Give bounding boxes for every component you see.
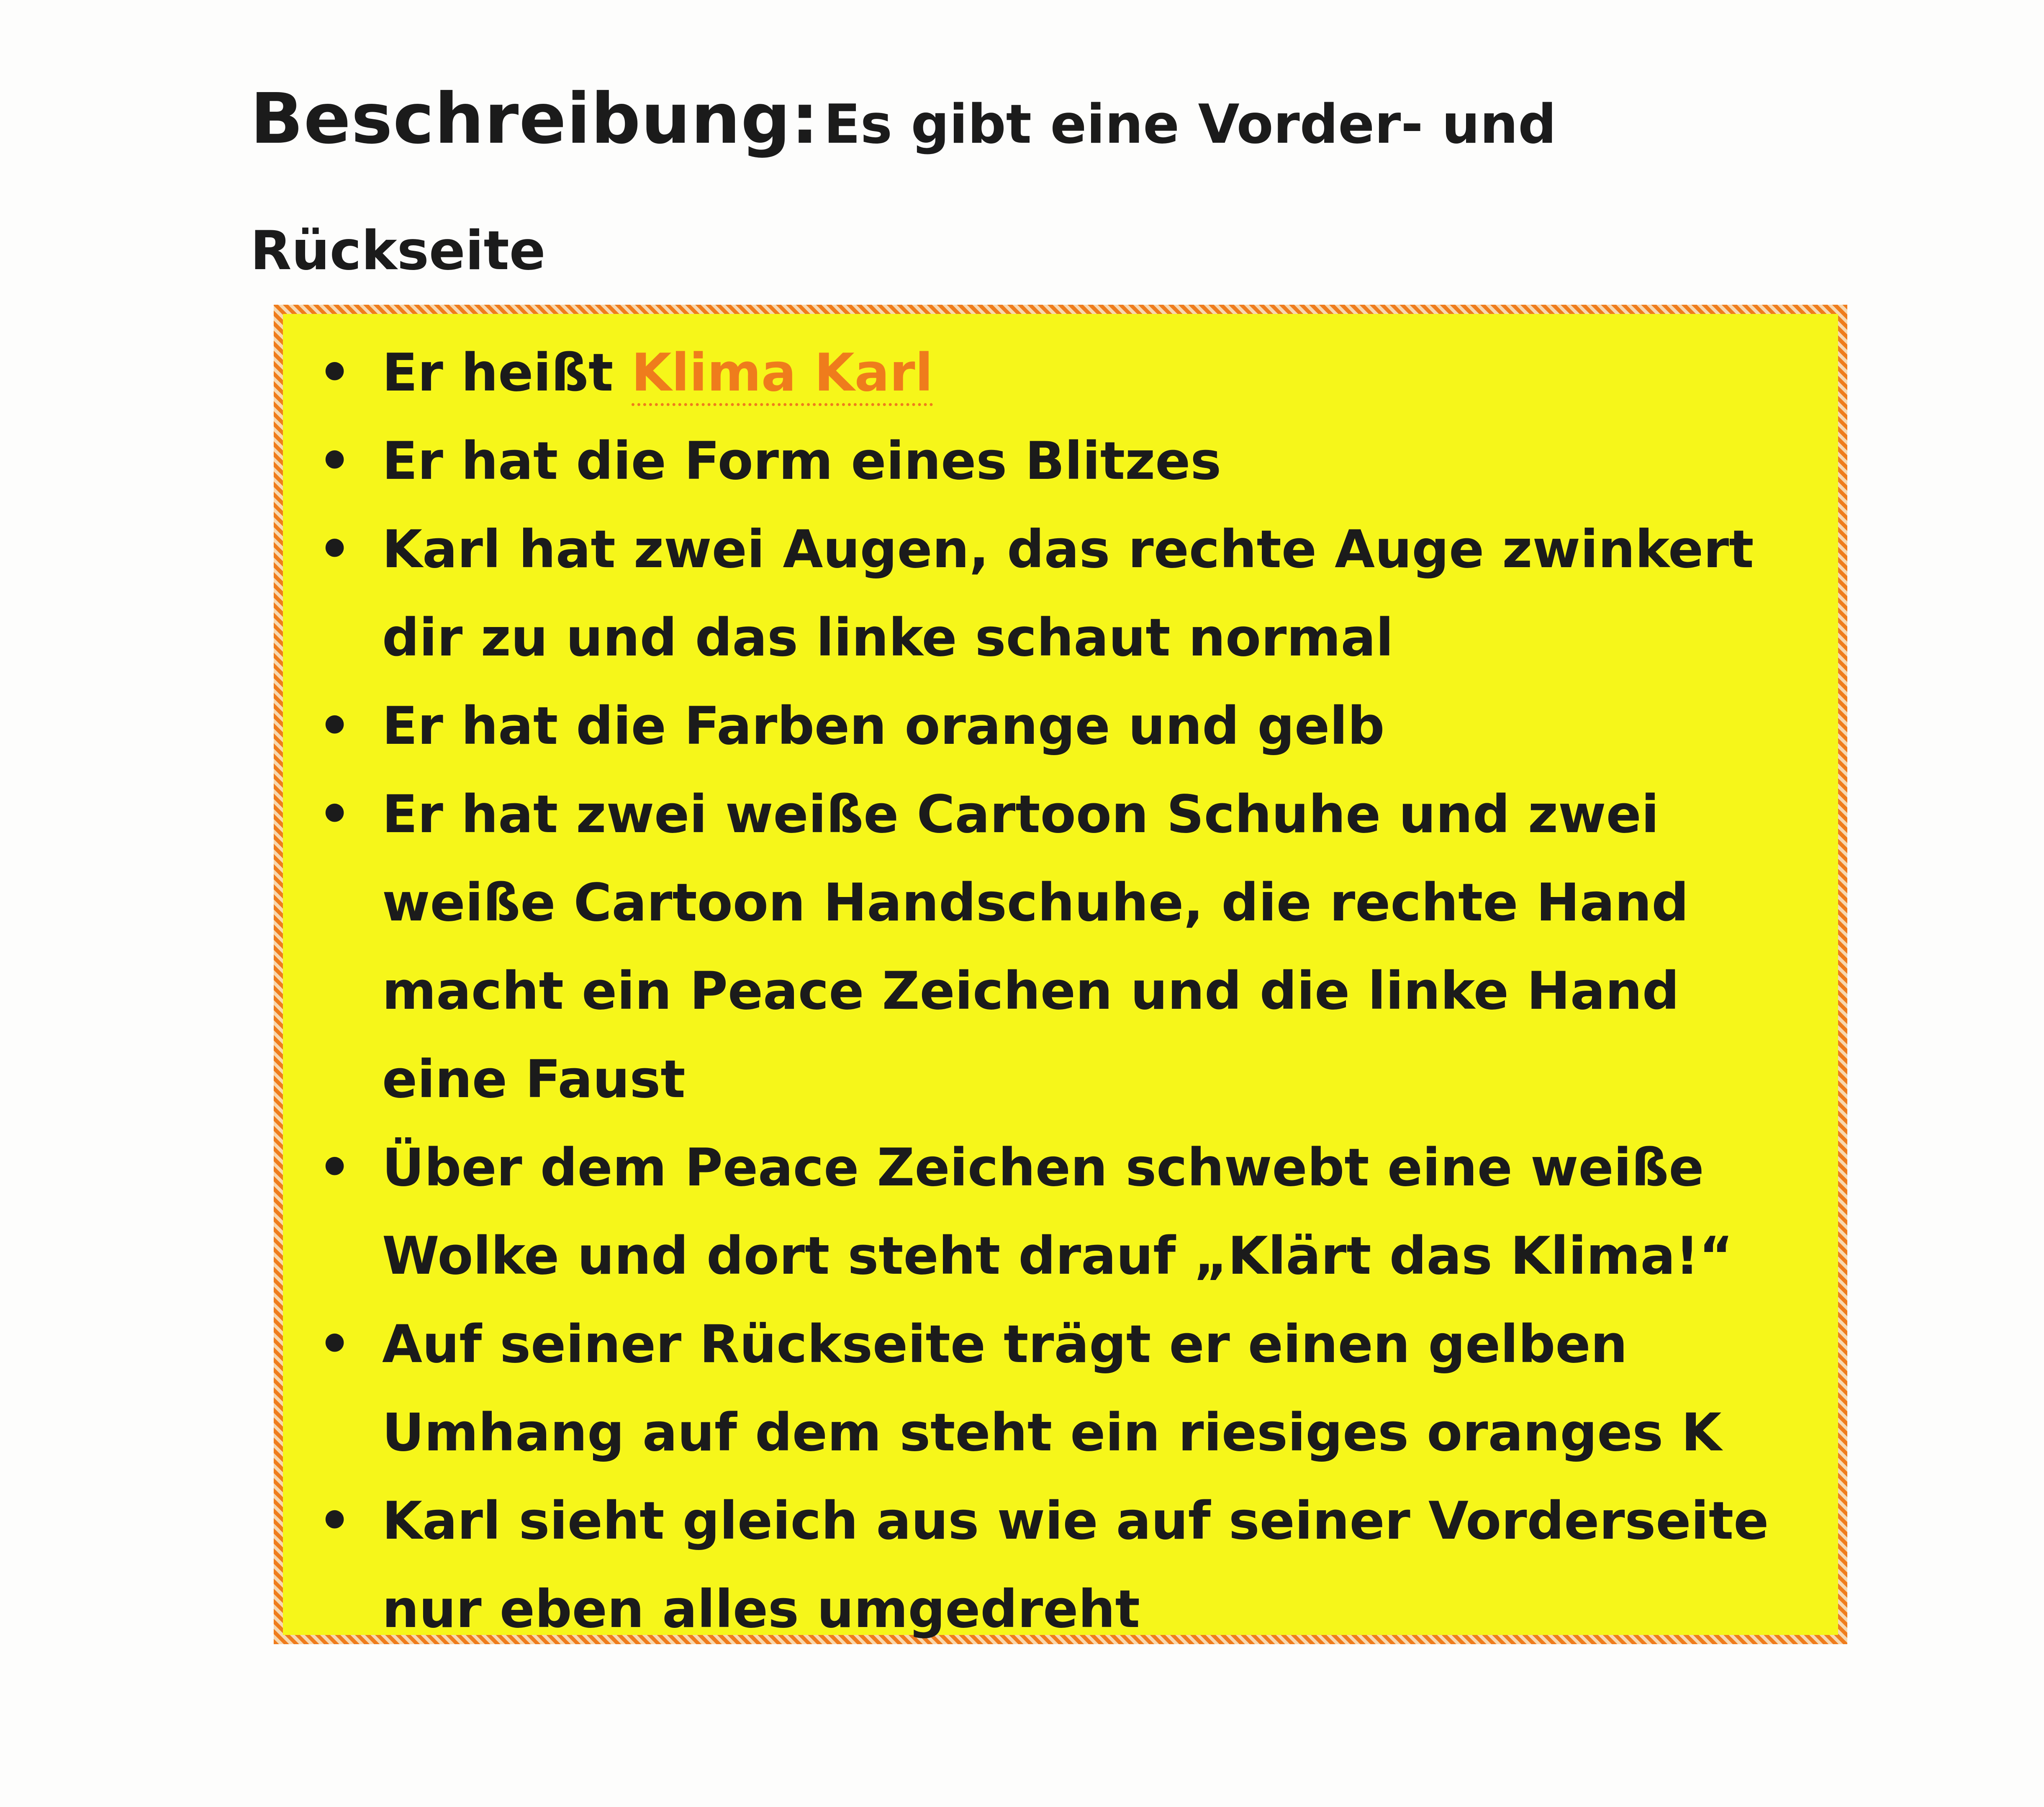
bullet-icon: • [318,431,352,491]
bullet-icon: • [318,696,352,756]
list-item-text: Karl sieht gleich aus wie auf seiner Vorderseite nur eben alles umgedreht [382,1491,1769,1640]
list-item-text: Über dem Peace Zeichen schwebt eine weiße Wolke und dort steht drauf „Klärt das Klima!“ [382,1138,1733,1286]
list-item [318,682,1791,771]
list-item [318,417,1791,506]
bullet-icon: • [318,519,352,580]
heading-label: Beschreibung: [250,79,819,159]
list-item-text: Er hat die Farben orange und gelb [382,696,1385,756]
list-item [318,1124,1791,1301]
list-item [318,329,1791,417]
list-item-text: Er hat zwei weiße Cartoon Schuhe und zwei weiße Cartoon Handschuhe, die rechte Hand macht ein Peace Zeichen und die linke Hand eine Faust [382,784,1689,1110]
list-item [318,1477,1791,1654]
bullet-icon: • [318,343,352,403]
bullet-icon: • [318,1138,352,1198]
list-item-text: Er hat die Form eines Blitzes [382,431,1222,491]
description-list [318,329,1791,1654]
list-item [318,1301,1791,1477]
bullet-icon: • [318,1491,352,1551]
bullet-icon: • [318,1314,352,1375]
heading-text: Es gibt eine Vorder- und Rückseite [250,93,1556,282]
list-item [318,771,1791,1124]
list-item [318,506,1791,682]
bullet-icon: • [318,784,352,845]
character-name: Klima Karl [632,343,933,406]
list-item-text: Auf seiner Rückseite trägt er einen gelben Umhang auf dem steht ein riesiges oranges K [382,1314,1722,1463]
page-title [250,63,1841,321]
description-box [274,305,1847,1644]
list-item-text: Karl hat zwei Augen, das rechte Auge zwinkert dir zu und das linke schaut normal [382,519,1754,668]
list-item-text: Er heißt [382,343,632,403]
